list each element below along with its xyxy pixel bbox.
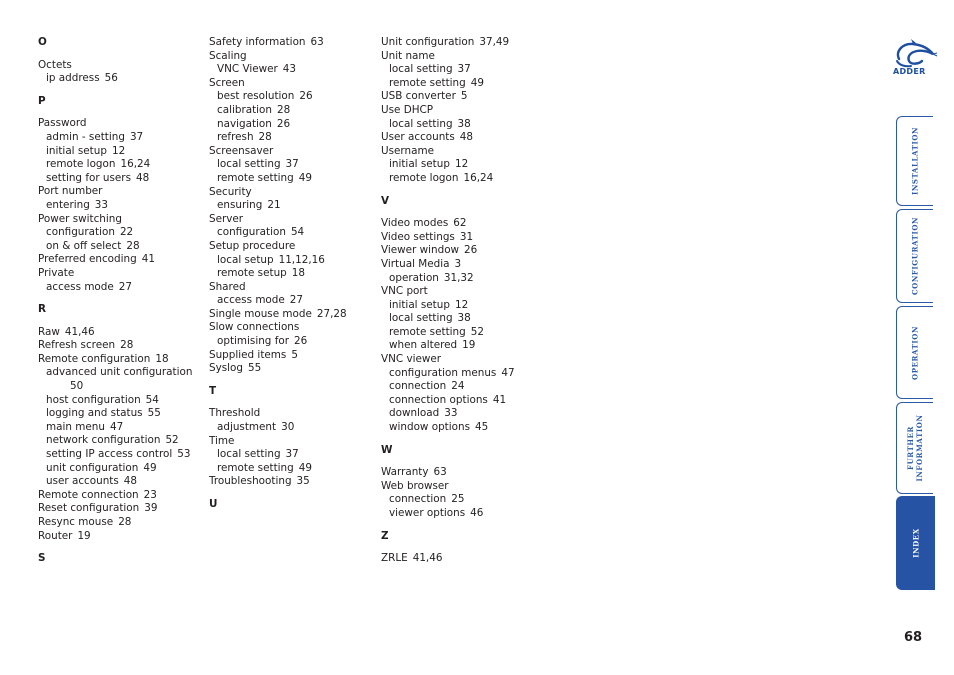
index-entry-term: Time — [209, 434, 235, 447]
index-entry-term: initial setup — [46, 144, 107, 157]
index-entry-term: configuration — [46, 226, 115, 239]
index-entry-term: initial setup — [389, 158, 450, 171]
index-page-reference[interactable]: 46 — [470, 507, 484, 519]
index-entry-term: remote setting — [217, 461, 294, 474]
index-page-reference[interactable]: 56 — [104, 72, 118, 85]
index-subentry — [381, 77, 541, 91]
tab-configuration[interactable] — [896, 209, 933, 303]
index-entry-term: Raw — [38, 325, 60, 338]
index-entry — [209, 145, 369, 159]
index-subentry — [38, 199, 203, 213]
index-entry-term: USB converter — [381, 90, 456, 103]
index-subentry — [209, 131, 369, 145]
index-page-reference[interactable]: 28 — [120, 339, 134, 352]
index-column-2 — [209, 36, 369, 521]
index-page-reference[interactable]: 27,28 — [316, 307, 347, 320]
index-entry-term: when altered — [389, 339, 458, 352]
index-subentry — [38, 434, 203, 448]
index-entry-term: Troubleshooting — [209, 475, 292, 488]
index-page-reference[interactable]: 16,24 — [463, 171, 494, 184]
index-page-reference[interactable]: 47 — [109, 420, 124, 433]
index-entry — [381, 285, 541, 299]
index-letter-heading: V — [381, 194, 390, 207]
index-entry-term: VNC viewer — [381, 353, 442, 366]
index-page-reference[interactable]: 18 — [291, 267, 305, 280]
index-entry-term: remote setting — [389, 325, 466, 338]
index-entry-term: Video settings — [381, 230, 455, 243]
index-entry-term: configuration — [217, 226, 286, 239]
index-entry-term: Router — [38, 529, 73, 542]
index-page-reference[interactable]: 23 — [143, 488, 157, 501]
index-subentry — [38, 475, 203, 489]
index-page-reference[interactable]: 28 — [258, 131, 272, 144]
index-subentry — [38, 158, 203, 172]
index-subentry — [209, 199, 369, 213]
index-entry-term: remote setting — [217, 171, 294, 184]
index-page-reference[interactable]: 54 — [145, 393, 159, 406]
index-entry — [38, 339, 203, 353]
index-entry — [38, 267, 203, 281]
index-page-reference[interactable]: 48 — [136, 171, 150, 184]
index-subentry — [38, 394, 203, 408]
index-entry-term: local setting — [389, 63, 453, 76]
index-entry-term: viewer options — [389, 507, 466, 519]
index-entry-term: Shared — [209, 280, 246, 293]
index-subentry — [381, 299, 541, 313]
index-page-reference[interactable]: 41,46 — [412, 552, 443, 565]
index-entry — [209, 186, 369, 200]
index-entry-term: connection — [389, 493, 447, 506]
index-entry-term: Screen — [209, 76, 245, 89]
index-entry-term: configuration menus — [389, 366, 497, 379]
index-subentry — [209, 172, 369, 186]
index-entry-term: connection options — [389, 393, 488, 406]
index-page-reference[interactable]: 28 — [277, 103, 291, 116]
index-entry-term: Preferred encoding — [38, 253, 137, 266]
index-page-reference[interactable]: 30 — [281, 421, 295, 434]
index-entry-term: Server — [209, 212, 244, 225]
index-entry-term: Security — [209, 185, 252, 198]
index-subentry — [381, 407, 541, 421]
index-subentry — [381, 326, 541, 340]
index-entry-term: network configuration — [46, 434, 161, 447]
index-entry-term: setting for users — [46, 171, 131, 184]
index-entry-term: User accounts — [381, 131, 455, 144]
index-subentry — [381, 493, 541, 507]
index-page-reference[interactable]: 16,24 — [120, 158, 151, 171]
index-entry-term: navigation — [217, 117, 272, 130]
index-page-reference[interactable]: 37 — [285, 158, 299, 171]
index-entry — [38, 59, 203, 73]
index-page-reference[interactable]: 48 — [123, 475, 138, 488]
index-entry-term: local setting — [217, 448, 281, 461]
index-entry-term: Remote configuration — [38, 352, 151, 365]
tab-index[interactable] — [896, 496, 935, 590]
index-subentry — [38, 421, 203, 435]
index-page-reference[interactable]: 12 — [454, 298, 469, 311]
index-entry — [209, 321, 369, 335]
index-entry-term: Setup procedure — [209, 239, 296, 252]
tab-index-label: INDEX — [911, 528, 921, 558]
index-entry-term: ip address — [46, 72, 100, 85]
index-entry-term: Scaling — [209, 49, 247, 62]
index-entry-term: local setup — [217, 253, 274, 266]
index-entry — [381, 244, 541, 258]
index-entry-term: Supplied items — [209, 348, 287, 361]
index-entry-term: Slow connections — [209, 321, 300, 334]
index-page-reference[interactable]: 43 — [282, 63, 296, 76]
index-entry-term: adjustment — [217, 421, 277, 434]
index-subentry — [38, 131, 203, 145]
index-page-reference[interactable]: 55 — [147, 407, 161, 420]
index-page-reference[interactable]: 62 — [453, 217, 467, 230]
index-entry-term: Syslog — [209, 362, 243, 375]
index-entry — [209, 281, 369, 295]
index-subentry — [381, 507, 541, 521]
index-page-reference[interactable]: 27 — [289, 294, 304, 307]
index-page-reference[interactable]: 63 — [310, 36, 324, 48]
index-entry-term: user accounts — [46, 475, 119, 488]
index-entry — [381, 466, 541, 480]
index-column-1 — [38, 36, 203, 575]
index-page-reference[interactable]: 19 — [77, 529, 91, 542]
index-entry-term: Screensaver — [209, 144, 274, 157]
index-subentry — [381, 172, 541, 186]
index-subentry — [38, 72, 203, 86]
tab-installation-label: INSTALLATION — [910, 126, 920, 196]
index-page-reference[interactable]: 5 — [291, 348, 298, 361]
index-entry — [381, 104, 541, 118]
index-entry-term: Viewer window — [381, 244, 460, 257]
index-entry-term: setting IP access control — [46, 448, 173, 461]
index-page-reference[interactable]: 12 — [111, 144, 126, 157]
index-entry-term: local setting — [217, 158, 281, 171]
index-entry-term: refresh — [217, 131, 254, 144]
index-page-reference[interactable]: 31,32 — [443, 271, 474, 284]
index-entry — [38, 489, 203, 503]
index-entry-term: download — [389, 407, 440, 420]
index-subentry — [209, 462, 369, 476]
index-subentry — [381, 339, 541, 353]
index-entry — [381, 258, 541, 272]
index-entry — [38, 502, 203, 516]
index-page-reference[interactable]: 48 — [459, 131, 474, 144]
index-entry-term: VNC Viewer — [217, 63, 278, 76]
index-page-reference[interactable]: 11,12,16 — [278, 253, 325, 266]
index-entry-term: VNC port — [381, 285, 428, 298]
index-page-reference[interactable]: 28 — [126, 239, 140, 252]
index-entry-term: Web browser — [381, 479, 449, 492]
index-page-reference[interactable]: 26 — [464, 244, 478, 257]
index-page-reference[interactable]: 26 — [299, 90, 313, 103]
index-letter-heading: W — [381, 443, 393, 456]
index-page-reference[interactable]: 49 — [298, 461, 312, 474]
index-page-reference[interactable]: 49 — [143, 461, 157, 474]
index-subentry — [38, 145, 203, 159]
index-subentry — [38, 281, 203, 295]
index-entry-term: operation — [389, 271, 439, 284]
index-entry-term: advanced unit configuration — [46, 366, 193, 379]
index-entry-term: Private — [38, 266, 75, 279]
index-letter-heading: R — [38, 303, 47, 316]
index-letter-heading: U — [209, 498, 218, 510]
index-letter-heading: Z — [381, 529, 389, 542]
index-letter-heading: O — [38, 36, 47, 48]
index-subentry — [381, 158, 541, 172]
index-page-reference[interactable]: 33 — [444, 407, 458, 420]
index-page-reference[interactable]: 25 — [451, 493, 465, 506]
index-subentry — [209, 267, 369, 281]
tab-further-information[interactable] — [896, 402, 933, 494]
index-entry-term: Resync mouse — [38, 516, 114, 528]
index-page-reference[interactable]: 26 — [276, 117, 291, 130]
adder-logo-text: ADDER — [893, 67, 926, 76]
index-subentry — [209, 158, 369, 172]
index-entry — [38, 530, 203, 544]
index-page-reference[interactable]: 38 — [457, 312, 471, 325]
index-subentry — [38, 448, 203, 462]
index-entry-term: ensuring — [217, 199, 263, 212]
index-column-3 — [381, 36, 541, 566]
index-entry-term: on & off select — [46, 239, 122, 252]
index-entry-term: Remote connection — [38, 488, 139, 501]
index-page-reference[interactable]: 37 — [285, 448, 299, 461]
index-entry — [209, 77, 369, 91]
tab-configuration-label: CONFIGURATION — [910, 216, 920, 296]
index-subentry — [38, 226, 203, 240]
index-entry — [38, 353, 203, 367]
index-entry-term: admin - setting — [46, 130, 125, 143]
index-page-reference[interactable]: 39 — [144, 502, 158, 515]
index-entry-term: Password — [38, 117, 87, 130]
index-entry — [209, 240, 369, 254]
index-entry — [209, 475, 369, 489]
index-page-reference[interactable]: 37 — [129, 130, 144, 143]
index-entry-term: window options — [389, 421, 470, 434]
index-entry-term: Username — [381, 144, 434, 157]
index-page-reference[interactable]: 37 — [457, 63, 471, 76]
index-subentry — [209, 118, 369, 132]
index-page-reference[interactable]: 47 — [501, 366, 515, 379]
index-subentry — [381, 312, 541, 326]
index-subentry — [381, 421, 541, 435]
index-subentry — [209, 104, 369, 118]
index-page-reference[interactable]: 49 — [470, 76, 484, 89]
index-entry-term: ZRLE — [381, 552, 408, 565]
index-entry — [38, 117, 203, 131]
index-subentry — [209, 226, 369, 240]
index-page-reference[interactable]: 53 — [177, 448, 191, 461]
tab-further-information-label: FURTHER INFORMATION — [906, 414, 924, 482]
index-page-reference[interactable]: 35 — [296, 475, 310, 488]
index-subentry — [209, 63, 369, 77]
index-entry-term: access mode — [46, 280, 114, 293]
index-entry-term: main menu — [46, 420, 105, 433]
index-subentry — [209, 448, 369, 462]
index-entry-term: initial setup — [389, 298, 450, 311]
index-page-reference[interactable]: 18 — [155, 352, 169, 365]
index-entry-term: logging and status — [46, 407, 143, 420]
index-page-reference[interactable]: 21 — [267, 199, 281, 212]
index-entry — [381, 480, 541, 494]
index-subentry — [209, 90, 369, 104]
index-entry-term: Power switching — [38, 212, 122, 225]
index-entry-term: access mode — [217, 294, 285, 307]
index-entry — [381, 231, 541, 245]
index-subentry — [38, 462, 203, 476]
index-entry-term: local setting — [389, 312, 453, 325]
index-entry-term: remote setup — [217, 267, 287, 280]
index-entry-term: Port number — [38, 185, 103, 198]
index-entry — [38, 253, 203, 267]
index-entry-term: Octets — [38, 58, 72, 71]
index-page-reference[interactable]: 63 — [433, 466, 447, 479]
index-page-reference[interactable]: 54 — [290, 226, 305, 239]
index-entry-term: Use DHCP — [381, 103, 434, 116]
index-page-reference[interactable]: 50 — [70, 380, 84, 393]
index-entry — [38, 326, 203, 340]
index-entry — [209, 213, 369, 227]
index-page-reference[interactable]: 28 — [118, 516, 132, 528]
index-entry-term: Virtual Media — [381, 257, 450, 270]
index-subentry — [381, 380, 541, 394]
index-page-reference[interactable]: 41,46 — [64, 325, 95, 338]
index-entry — [381, 50, 541, 64]
index-page-reference[interactable]: 19 — [462, 339, 476, 352]
index-entry — [209, 435, 369, 449]
index-entry — [38, 516, 203, 530]
index-entry — [381, 145, 541, 159]
index-page-reference[interactable]: 26 — [294, 335, 308, 348]
index-entry-term: Single mouse mode — [209, 307, 312, 320]
index-entry-term: remote setting — [389, 76, 466, 89]
index-page-reference[interactable]: 41 — [141, 253, 155, 266]
index-page-reference[interactable]: 52 — [470, 325, 484, 338]
index-page-reference[interactable]: 31 — [459, 230, 474, 243]
index-entry-term: host configuration — [46, 393, 141, 406]
index-letter-heading: S — [38, 552, 46, 565]
index-page-reference[interactable]: 22 — [119, 226, 134, 239]
index-entry-term: unit configuration — [46, 461, 139, 474]
index-entry-term: Unit configuration — [381, 36, 475, 48]
index-subentry — [38, 407, 203, 421]
index-entry-term: Unit name — [381, 49, 435, 62]
index-entry — [381, 552, 541, 566]
page-number: 68 — [904, 630, 923, 645]
index-subentry — [38, 366, 196, 393]
index-subentry — [38, 172, 203, 186]
index-entry — [381, 36, 541, 50]
index-subentry — [38, 240, 203, 254]
index-page-reference[interactable]: 3 — [454, 257, 462, 270]
index-entry — [38, 213, 203, 227]
index-subentry — [209, 254, 369, 268]
tab-installation[interactable] — [896, 116, 933, 206]
index-entry-term: Warranty — [381, 466, 429, 479]
index-entry — [381, 131, 541, 145]
index-subentry — [209, 421, 369, 435]
index-entry-term: best resolution — [217, 90, 295, 103]
index-entry — [38, 185, 203, 199]
index-page-reference[interactable]: 52 — [165, 434, 179, 447]
index-entry-term: calibration — [217, 103, 272, 116]
index-page-reference[interactable]: 37,49 — [479, 36, 510, 48]
index-subentry — [381, 118, 541, 132]
index-entry — [209, 308, 369, 322]
index-entry-term: connection — [389, 380, 447, 393]
index-page-reference[interactable]: 49 — [298, 171, 312, 184]
index-entry-term: Video modes — [381, 217, 449, 230]
index-entry-term: entering — [46, 198, 90, 211]
index-entry-term: Refresh screen — [38, 339, 116, 352]
index-entry — [381, 90, 541, 104]
index-entry-term: Safety information — [209, 36, 306, 48]
index-page-reference[interactable]: 45 — [475, 421, 489, 434]
tab-operation[interactable] — [896, 306, 933, 399]
index-entry-term: remote logon — [46, 158, 116, 171]
index-page-reference[interactable]: 24 — [451, 380, 465, 393]
index-entry-term: Threshold — [209, 407, 261, 420]
index-subentry — [209, 335, 369, 349]
index-entry-term: local setting — [389, 117, 453, 130]
index-page-reference[interactable]: 33 — [94, 198, 109, 211]
index-entry — [209, 407, 369, 421]
index-page-reference[interactable]: 38 — [457, 117, 471, 130]
index-entry — [209, 349, 369, 363]
index-page-reference[interactable]: 27 — [118, 280, 133, 293]
index-entry-term: optimising for — [217, 335, 289, 348]
index-subentry — [209, 294, 369, 308]
index-subentry — [381, 63, 541, 77]
index-subentry — [381, 367, 541, 381]
tab-operation-label: OPERATION — [910, 325, 920, 380]
index-entry-term: remote logon — [389, 171, 459, 184]
index-page-reference[interactable]: 12 — [454, 158, 469, 171]
index-subentry — [381, 272, 541, 286]
index-entry — [209, 50, 369, 64]
index-entry — [209, 36, 369, 50]
index-entry — [381, 217, 541, 231]
index-page-reference[interactable]: 41 — [492, 393, 507, 406]
index-subentry — [381, 394, 541, 408]
index-page-reference[interactable]: 5 — [460, 90, 468, 103]
index-letter-heading: P — [38, 94, 46, 107]
index-page-reference[interactable]: 55 — [248, 362, 262, 375]
index-entry — [381, 353, 541, 367]
index-entry-term: Reset configuration — [38, 502, 140, 515]
index-letter-heading: T — [209, 384, 217, 397]
index-entry — [209, 362, 369, 376]
